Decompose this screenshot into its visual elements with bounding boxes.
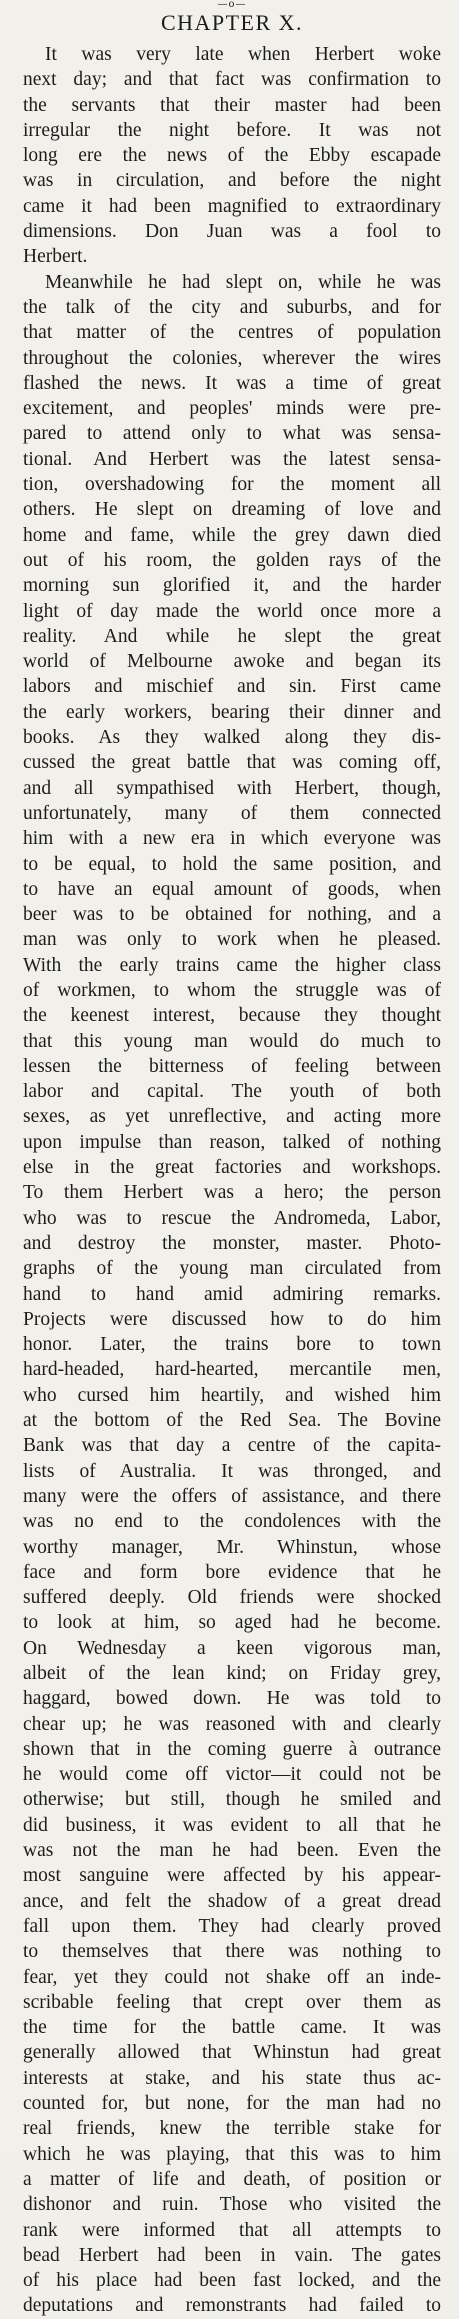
paragraph [23,42,441,270]
text-line: upon impulse than reason, talked of nothing [23,1131,441,1153]
text-line: albeit of the lean kind; on Friday grey, [23,1663,441,1684]
text-line: suffered deeply. Old friends were shocked [23,1587,441,1609]
text-line: else in the great factories and workshops. [23,1157,441,1179]
text-line: to have an equal amount of goods, when [23,878,441,900]
text-line: that matter of the centres of population [23,322,441,344]
text-line: real friends, knew the terrible stake for [23,2118,441,2140]
text-line: hand to hand amid admiring remarks. [23,1283,441,1305]
text-line: at the bottom of the Red Sea. The Bovine [23,1410,441,1432]
text-line: ance, and felt the shadow of a great dread [23,1890,441,1912]
text-line: dishonor and ruin. Those who visited the [23,2194,441,2216]
text-line: of his place had been fast locked, and the [23,2270,441,2292]
text-line: next day; and that fact was confirmation to [23,69,441,91]
text-line: and all sympathised with Herbert, though, [23,777,441,799]
text-line: a matter of life and death, of position or [23,2168,441,2190]
text-line: morning sun glorified it, and the harder [23,575,441,597]
text-line: light of day made the world once more a [23,600,441,622]
text-line: pared to attend only to what was sensa- [23,423,441,445]
text-line: others. He slept on dreaming of love and [23,499,441,521]
text-line: home and fame, while the grey dawn died [23,524,441,546]
text-line: cussed the great battle that was coming off, [23,752,441,774]
text-line: to look at him, so aged had he become. [23,1612,441,1634]
chapter-ornament: —o— [217,0,247,10]
text-line: On Wednesday a keen vigorous man, [23,1637,441,1659]
text-line: tional. And Herbert was the latest sensa- [23,448,441,470]
text-line: labors and mischief and sin. First came [23,676,441,698]
text-line: tion, overshadowing for the moment all [23,474,441,496]
chapter-heading: CHAPTER X. [160,10,304,35]
text-line: the keenest interest, because they thought [23,1005,441,1027]
text-line: beer was to be obtained for nothing, and a [23,904,441,926]
text-line: excitement, and peoples' minds were pre- [23,398,441,420]
text-line: scribable feeling that crept over them as [23,1991,441,2013]
text-line: to themselves that there was nothing to [23,1941,441,1963]
text-line: out of his room, the golden rays of the [23,549,441,571]
text-line: of workmen, to whom the struggle was of [23,979,441,1001]
text-line: him with a new era in which everyone was [23,828,441,850]
text-line: that this young man would do much to [23,1030,441,1052]
paragraph [23,270,441,2319]
text-line: rank were informed that all attempts to [23,2219,441,2241]
text-line: he would come off victor—it could not be [23,1764,441,1786]
text-line: throughout the colonies, wherever the wires [23,347,441,369]
text-line: lists of Australia. It was thronged, and [23,1460,441,1482]
text-line: man was only to work when he pleased. [23,929,441,951]
text-line: and destroy the monster, master. Photo- [23,1232,441,1254]
text-line: labor and capital. The youth of both [23,1081,441,1103]
text-line: to be equal, to hold the same position, and [23,853,441,875]
text-line: which he was playing, that this was to him [23,2143,441,2165]
text-line: many were the offers of assistance, and there [23,1485,441,1507]
text-line: the servants that their master had been [23,94,441,116]
text-line: otherwise; but still, though he smiled and [23,1789,441,1811]
article-body [23,42,441,2319]
text-line: was in circulation, and before the night [23,170,441,192]
text-line: counted for, but none, for the man had no [23,2093,441,2115]
text-line: bead Herbert had been in vain. The gates [23,2244,441,2266]
text-line: who cursed him heartily, and wished him [23,1384,441,1406]
text-line: face and form bore evidence that he [23,1561,441,1583]
text-line: fall upon them. They had clearly proved [23,1915,441,1937]
text-line: who was to rescue the Andromeda, Labor, [23,1207,441,1229]
text-line: interests at stake, and his state thus ac- [23,2067,441,2089]
text-line: books. As they walked along they dis- [23,727,441,749]
text-line: graphs of the young man circulated from [23,1258,441,1280]
text-line: honor. Later, the trains bore to town [23,1334,441,1356]
text-line: dimensions. Don Juan was a fool to [23,221,441,243]
text-line: chear up; he was reasoned with and clearly [23,1713,441,1735]
text-line: hard-headed, hard-hearted, mercantile men, [23,1359,441,1381]
text-line: irregular the night before. It was not [23,119,441,141]
text-line: deputations and remonstrants had failed to [23,2295,441,2317]
text-line: Bank was that day a centre of the capita- [23,1435,441,1457]
text-line: generally allowed that Whinstun had great [23,2042,441,2064]
text-line: fear, yet they could not shake off an inde- [23,1966,441,1988]
text-line: reality. And while he slept the great [23,625,441,647]
text-line: shown that in the coming guerre à outrance [23,1738,441,1760]
text-line: It was very late when Herbert woke [45,44,441,65]
text-line: world of Melbourne awoke and began its [23,651,441,673]
text-line: most sanguine were affected by his appear- [23,1865,441,1887]
text-line: unfortunately, many of them connected [23,802,441,824]
text-line: lessen the bitterness of feeling between [23,1055,441,1077]
text-line: sexes, as yet unreflective, and acting more [23,1106,441,1128]
text-line: Projects were discussed how to do him [23,1308,441,1330]
text-line: Herbert. [23,246,88,268]
text-line: Meanwhile he had slept on, while he was [45,271,441,293]
text-line: was no end to the condolences with the [23,1511,441,1533]
text-line: haggard, bowed down. He was told to [23,1688,441,1710]
text-line: With the early trains came the higher class [23,954,441,976]
text-line: the early workers, bearing their dinner and [23,701,441,723]
text-line: came it had been magnified to extraordinary [23,195,441,217]
text-line: the talk of the city and suburbs, and for [23,296,441,318]
text-line: worthy manager, Mr. Whinstun, whose [23,1536,441,1558]
text-line: was not the man he had been. Even the [23,1840,441,1862]
text-line: long ere the news of the Ebby escapade [23,145,441,167]
text-line: did business, it was evident to all that he [23,1814,441,1836]
text-line: the time for the battle came. It was [23,2017,441,2039]
text-line: flashed the news. It was a time of great [23,372,441,394]
text-line: To them Herbert was a hero; the person [23,1182,441,1204]
